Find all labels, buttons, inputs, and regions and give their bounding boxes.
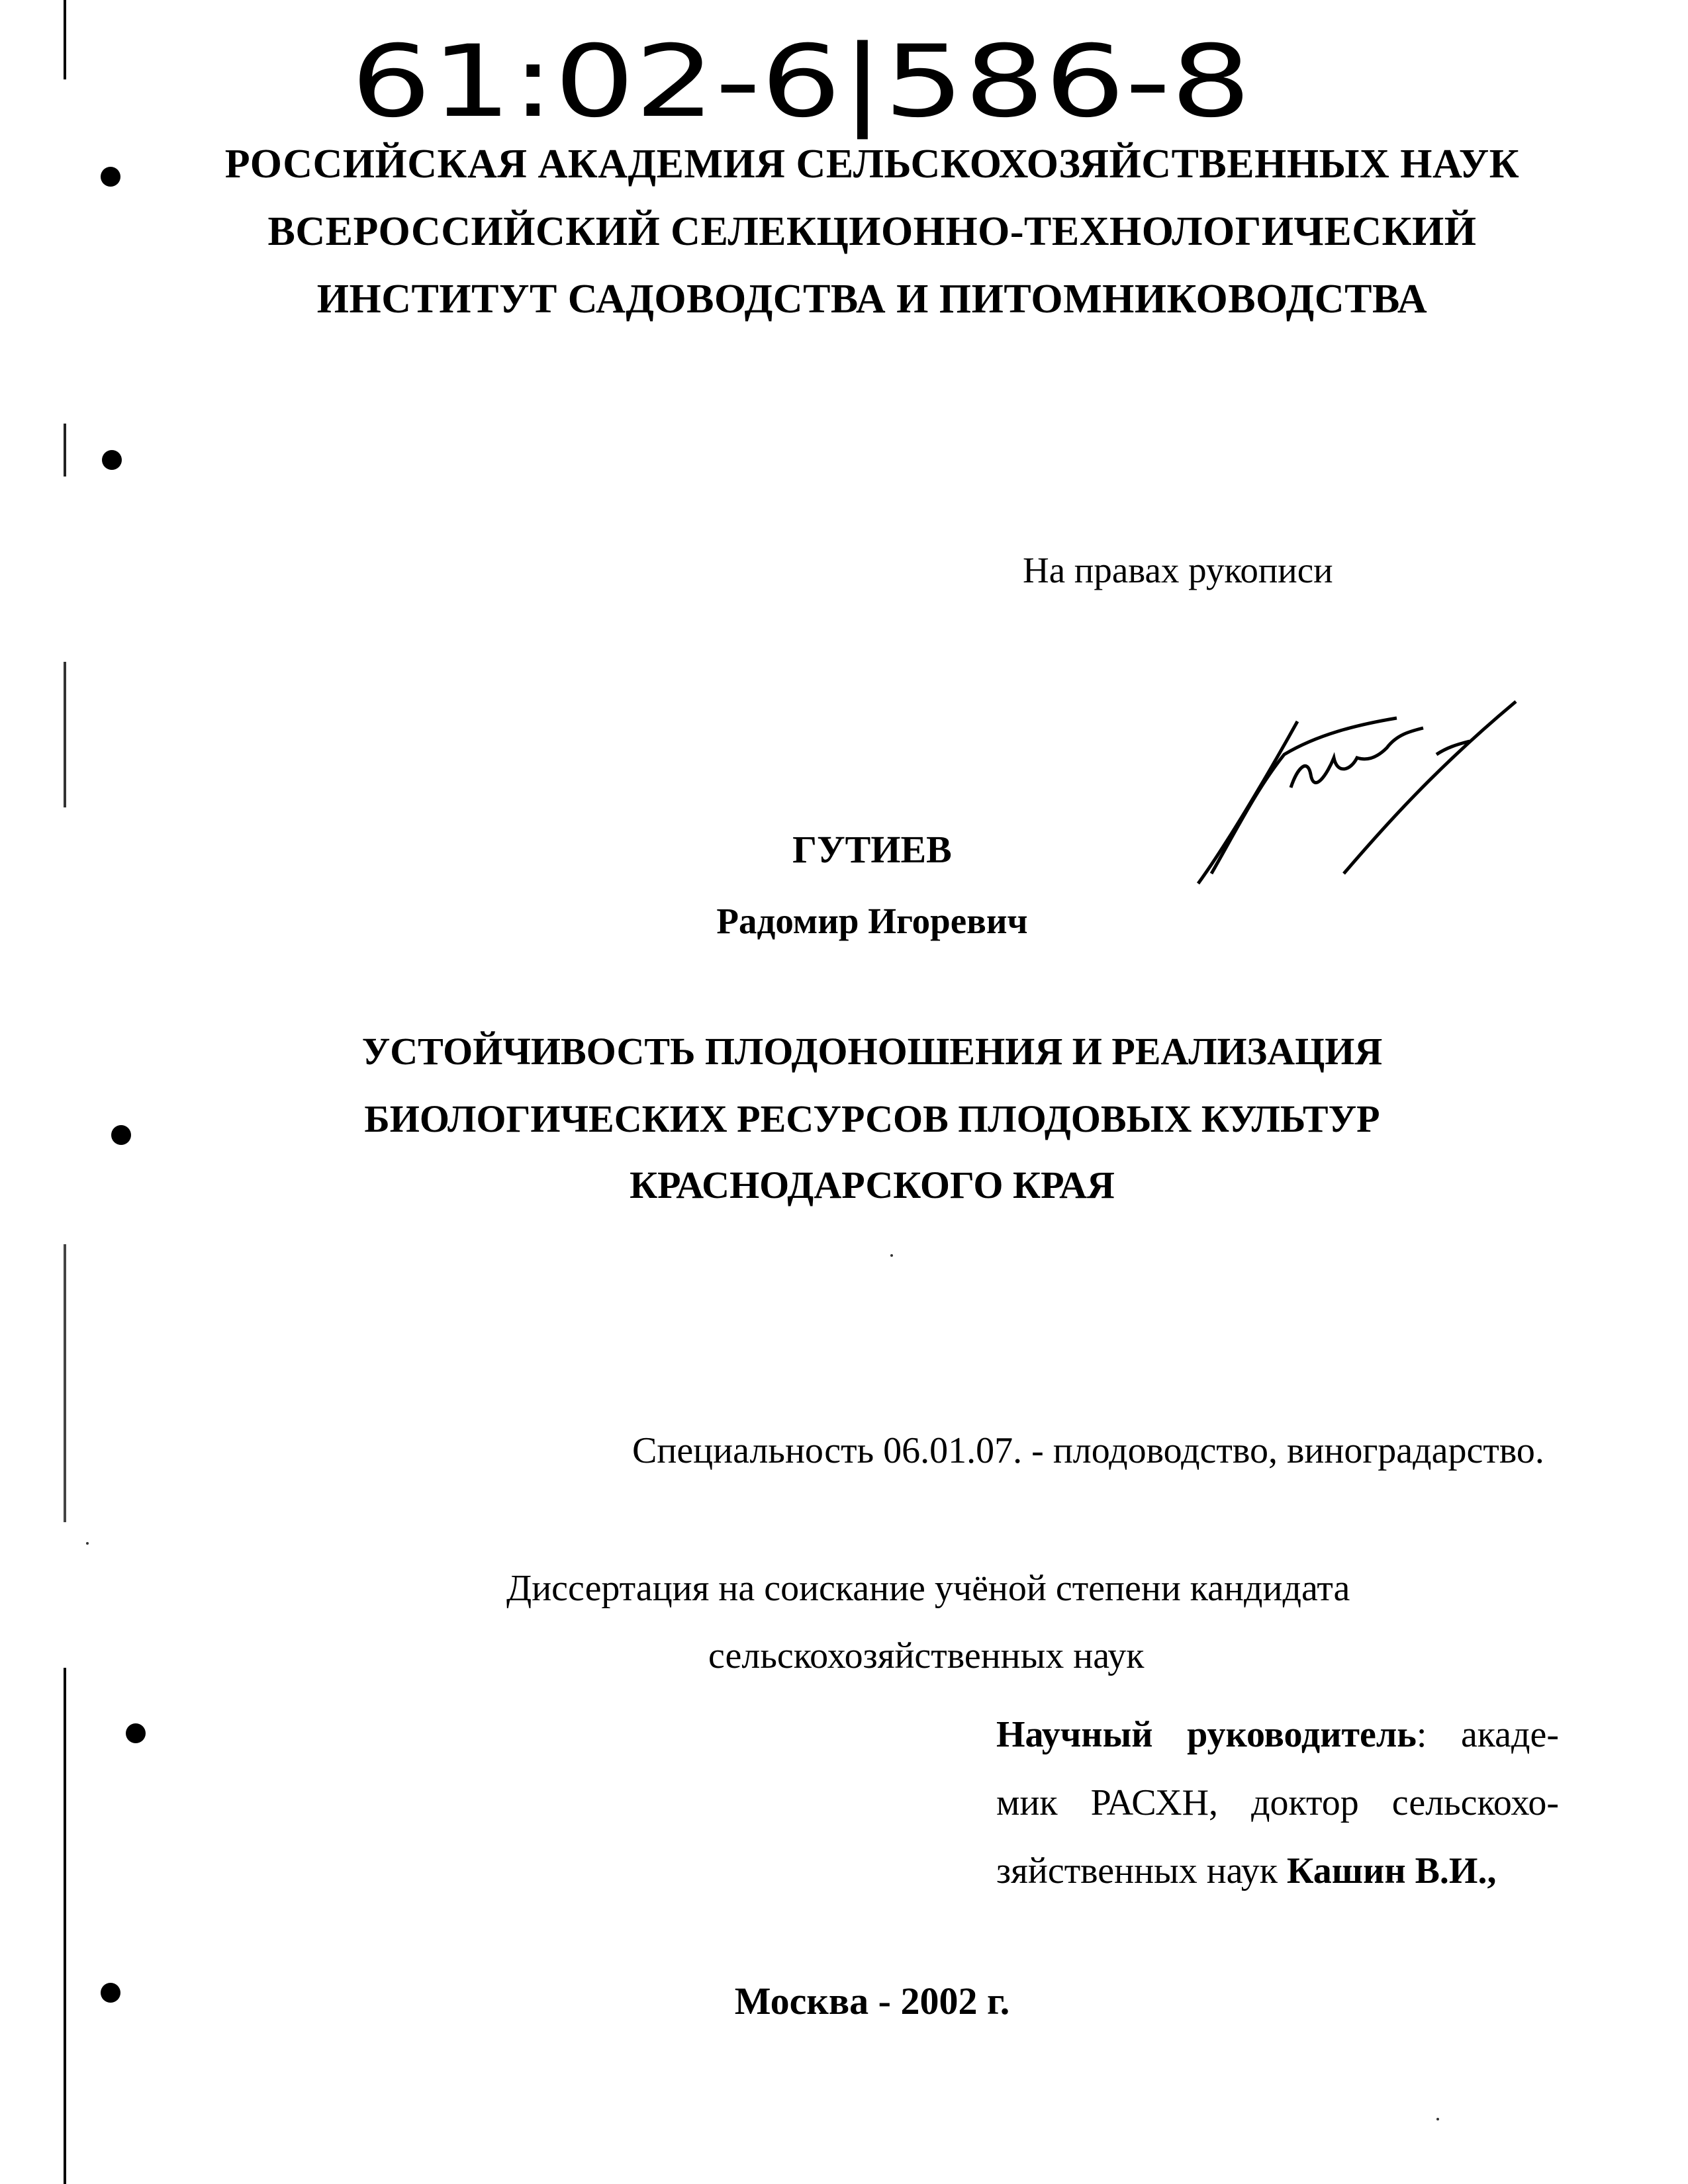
scan-speck [1436,2118,1439,2120]
advisor-degree-end: зяйственных наук [996,1850,1287,1891]
punch-hole [126,1723,146,1743]
dissertation-degree-line: сельскохозяйственных наук [708,1635,1145,1676]
binding-margin-line [64,0,66,2184]
advisor-line [996,1837,1559,1905]
header-line-institute-name: ИНСТИТУТ САДОВОДСТВА И ПИТОМНИКОВОДСТВА [316,277,1428,322]
city-year: Москва - 2002 г. [734,1979,1010,2023]
header-line-academy: РОССИЙСКАЯ АКАДЕМИЯ СЕЛЬСКОХОЗЯЙСТВЕННЫХ НАУК [224,142,1520,187]
scan-speck [890,1254,893,1257]
archive-stamp-text: 61:02-6|586-8 [351,24,1251,140]
advisor-line: мик РАСХН, доктор сельскохо- [996,1782,1559,1823]
advisor-name: Кашин В.И., [1286,1850,1497,1891]
scientific-advisor-block [996,1701,1559,1905]
dissertation-title-line: УСТОЙЧИВОСТЬ ПЛОДОНОШЕНИЯ И РЕАЛИЗАЦИЯ [361,1030,1383,1073]
rights-note: На правах рукописи [1023,550,1333,590]
advisor-label: Научный руководитель [996,1714,1417,1755]
header-line-institute: ВСЕРОССИЙСКИЙ СЕЛЕКЦИОННО-ТЕХНОЛОГИЧЕСКИЙ [267,209,1477,254]
punch-hole [102,450,122,470]
dissertation-title-line: БИОЛОГИЧЕСКИХ РЕСУРСОВ ПЛОДОВЫХ КУЛЬТУР [364,1097,1380,1140]
author-given-names: Радомир Игоревич [716,901,1028,941]
scan-speck [86,1542,89,1545]
advisor-title-start: : акаде- [1416,1714,1560,1755]
specialty-line: Специальность 06.01.07. - плодоводство, виноградарство. [632,1430,1544,1471]
author-surname: ГУТИЕВ [792,828,952,871]
dissertation-degree-line: Диссертация на соискание учёной степени кандидата [506,1568,1350,1609]
advisor-line [996,1701,1559,1769]
dissertation-title-line: КРАСНОДАРСКОГО КРАЯ [630,1163,1115,1206]
archive-stamp [331,0,1324,146]
